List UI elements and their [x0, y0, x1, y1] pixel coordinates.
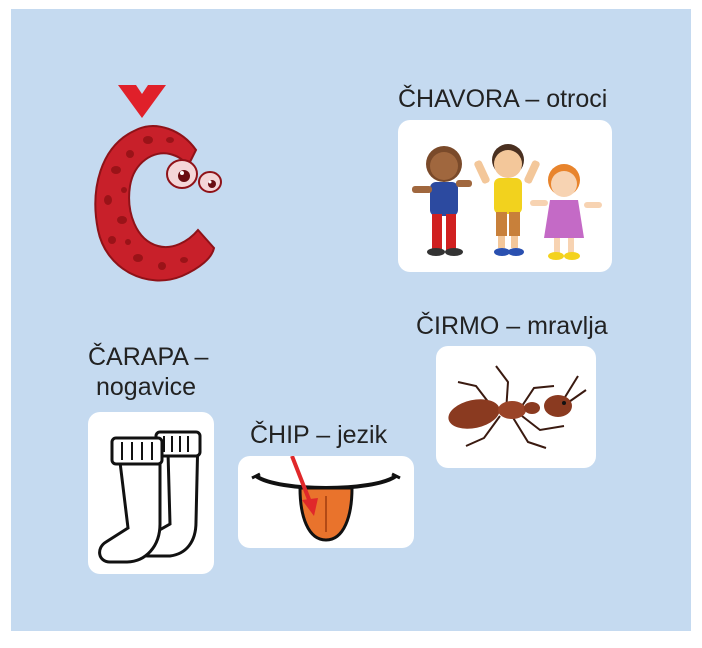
letter-c-caron-illustration — [78, 80, 238, 295]
letter-c-body — [95, 126, 214, 280]
child-figure — [412, 146, 472, 256]
ant-icon — [436, 346, 596, 468]
word-label-carapa-line2: nogavice — [96, 373, 197, 401]
child-figure — [530, 164, 602, 260]
word-label-cirmo: ČIRMO – mravlja — [416, 312, 608, 340]
tongue-icon — [238, 456, 414, 548]
word-label-chavora: ČHAVORA – otroci — [398, 85, 608, 113]
word-label-carapa-line1: ČARAPA – — [88, 343, 209, 371]
word-label-chip: ČHIP – jezik — [250, 421, 388, 449]
children-icon — [398, 120, 612, 272]
word-card-chavora — [398, 120, 612, 272]
child-figure — [473, 144, 540, 256]
socks-icon — [88, 412, 214, 574]
word-card-chip — [238, 456, 414, 548]
caron-mark — [118, 85, 166, 118]
word-card-cirmo — [436, 346, 596, 468]
word-card-carapa — [88, 412, 214, 574]
